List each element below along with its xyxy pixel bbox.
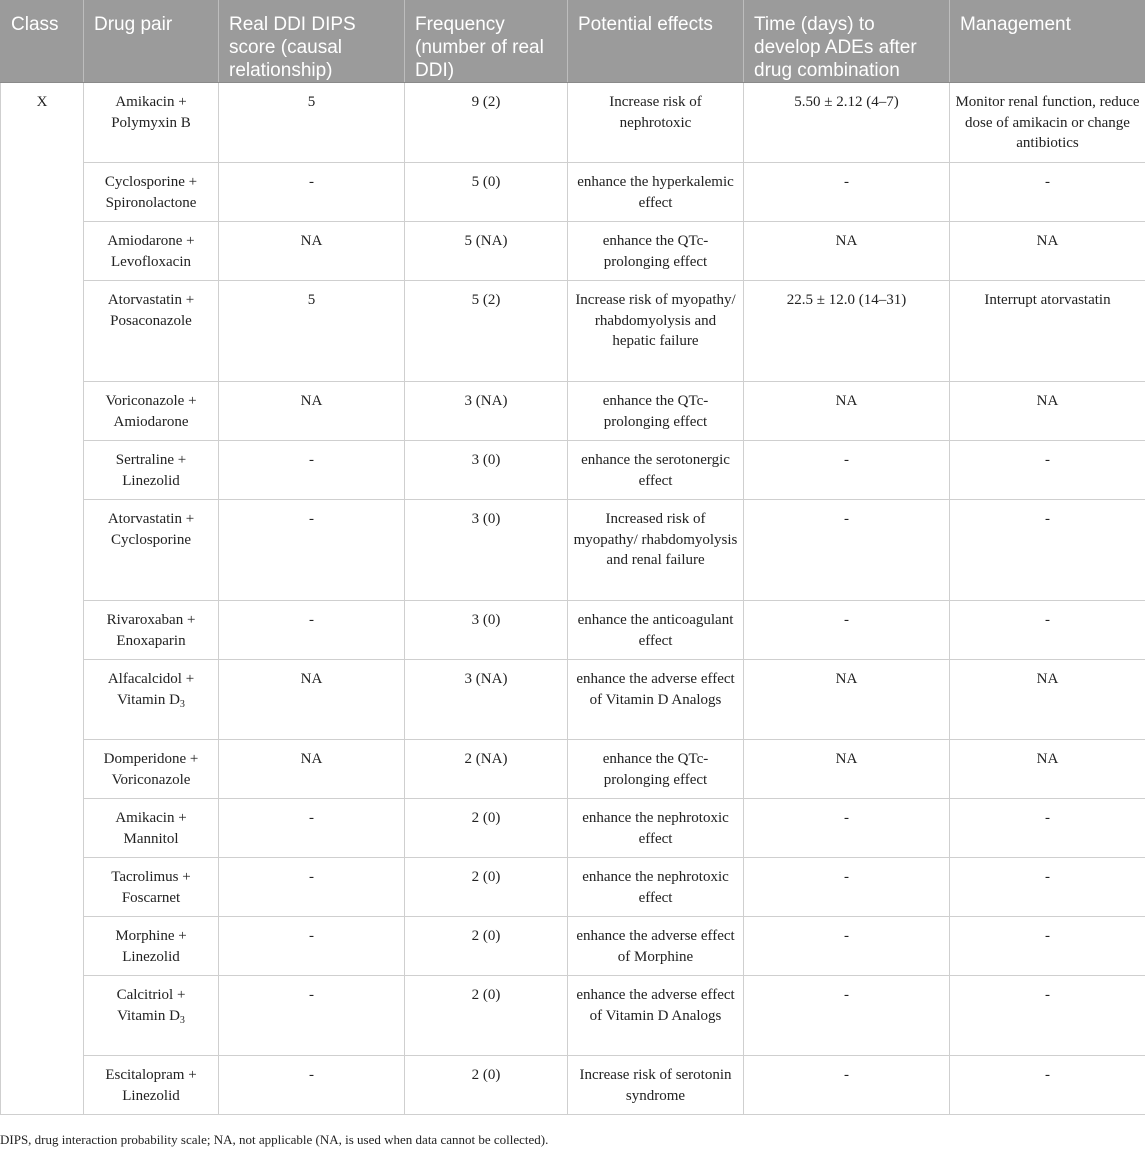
drug-a: Voriconazole +	[105, 393, 197, 409]
dips-score-cell: -	[219, 500, 405, 601]
potential-effect-cell: enhance the adverse effect of Vitamin D Analogs	[568, 976, 744, 1056]
time-to-ade-cell: NA	[744, 740, 950, 799]
frequency-cell: 2 (0)	[405, 1056, 568, 1115]
potential-effect-cell: enhance the adverse effect of Vitamin D Analogs	[568, 660, 744, 740]
dips-score-cell: NA	[219, 660, 405, 740]
management-cell: -	[950, 500, 1145, 601]
time-to-ade-cell: -	[744, 163, 950, 222]
dips-score-cell: -	[219, 976, 405, 1056]
table-row	[1, 441, 1145, 500]
frequency-cell: 3 (NA)	[405, 660, 568, 740]
drug-a: Sertraline +	[115, 452, 187, 468]
header-time-to-ade: Time (days) to develop ADEs after drug combination	[744, 0, 950, 83]
management-cell: NA	[950, 222, 1145, 281]
header-dips-score: Real DDI DIPS score (causal relationship)	[219, 0, 405, 83]
drug-a: Atorvastatin +	[107, 292, 195, 308]
frequency-cell: 3 (NA)	[405, 382, 568, 441]
drug-b: Linezolid	[122, 1087, 180, 1104]
management-cell: -	[950, 1056, 1145, 1115]
drug-b: Vitamin D	[117, 691, 180, 708]
dips-score-cell: -	[219, 441, 405, 500]
drug-b: Mannitol	[123, 830, 179, 847]
drug-a: Cyclosporine +	[104, 174, 198, 190]
potential-effect-cell: enhance the QTc-prolonging effect	[568, 222, 744, 281]
drug-a: Amiodarone +	[107, 233, 195, 249]
table-row	[1, 382, 1145, 441]
drug-b-subscript: 3	[179, 698, 185, 710]
potential-effect-cell: enhance the hyperkalemic effect	[568, 163, 744, 222]
drug-a: Amikacin +	[115, 810, 187, 826]
management-cell: Interrupt atorvastatin	[950, 281, 1145, 382]
drug-a: Tacrolimus +	[111, 869, 191, 885]
frequency-cell: 2 (NA)	[405, 740, 568, 799]
drug-a: Escitalopram +	[105, 1067, 197, 1083]
drug-b: Posaconazole	[110, 312, 192, 329]
frequency-cell: 2 (0)	[405, 917, 568, 976]
frequency-cell: 5 (2)	[405, 281, 568, 382]
management-cell: -	[950, 976, 1145, 1056]
table-header	[1, 0, 1145, 83]
drug-b: Amiodarone	[113, 413, 189, 430]
header-row	[1, 0, 1145, 83]
drug-pair-cell	[84, 917, 219, 976]
table-row	[1, 740, 1145, 799]
header-class: Class	[1, 0, 84, 83]
dips-score-cell: -	[219, 601, 405, 660]
drug-b: Enoxaparin	[116, 632, 186, 649]
frequency-cell: 3 (0)	[405, 500, 568, 601]
dips-score-cell: -	[219, 799, 405, 858]
header-management: Management	[950, 0, 1145, 83]
potential-effect-cell: enhance the QTc-prolonging effect	[568, 382, 744, 441]
table-row	[1, 1056, 1145, 1115]
time-to-ade-cell: -	[744, 976, 950, 1056]
drug-b: Foscarnet	[121, 889, 181, 906]
dips-score-cell: -	[219, 858, 405, 917]
drug-b: Polymyxin B	[111, 114, 191, 131]
drug-b: Levofloxacin	[111, 253, 191, 270]
drug-pair-cell	[84, 222, 219, 281]
drug-pair-cell	[84, 1056, 219, 1115]
drug-pair-cell	[84, 382, 219, 441]
table-row	[1, 799, 1145, 858]
table-row	[1, 917, 1145, 976]
time-to-ade-cell: -	[744, 500, 950, 601]
potential-effect-cell: Increase risk of nephrotoxic	[568, 83, 744, 163]
time-to-ade-cell: -	[744, 858, 950, 917]
management-cell: -	[950, 163, 1145, 222]
header-drug-pair: Drug pair	[84, 0, 219, 83]
table-row	[1, 976, 1145, 1056]
frequency-cell: 5 (NA)	[405, 222, 568, 281]
table-row	[1, 858, 1145, 917]
management-cell: -	[950, 601, 1145, 660]
table-row	[1, 281, 1145, 382]
time-to-ade-cell: NA	[744, 660, 950, 740]
time-to-ade-cell: 5.50 ± 2.12 (4–7)	[744, 83, 950, 163]
drug-a: Amikacin +	[115, 94, 187, 110]
table-row	[1, 222, 1145, 281]
frequency-cell: 2 (0)	[405, 799, 568, 858]
management-cell: NA	[950, 660, 1145, 740]
drug-b: Vitamin D	[117, 1007, 180, 1024]
time-to-ade-cell: -	[744, 441, 950, 500]
drug-b: Cyclosporine	[111, 531, 191, 548]
table-row	[1, 83, 1145, 163]
drug-b: Linezolid	[122, 472, 180, 489]
potential-effect-cell: enhance the anticoagulant effect	[568, 601, 744, 660]
time-to-ade-cell: -	[744, 1056, 950, 1115]
table-row	[1, 500, 1145, 601]
dips-score-cell: NA	[219, 382, 405, 441]
dips-score-cell: 5	[219, 281, 405, 382]
frequency-cell: 2 (0)	[405, 976, 568, 1056]
drug-a: Alfacalcidol +	[107, 671, 195, 687]
drug-pair-cell	[84, 83, 219, 163]
drug-a: Domperidone +	[103, 751, 199, 767]
management-cell: -	[950, 441, 1145, 500]
table-body	[1, 83, 1145, 1115]
time-to-ade-cell: -	[744, 799, 950, 858]
header-potential-effects: Potential effects	[568, 0, 744, 83]
time-to-ade-cell: -	[744, 917, 950, 976]
frequency-cell: 9 (2)	[405, 83, 568, 163]
table-row	[1, 601, 1145, 660]
potential-effect-cell: enhance the nephrotoxic effect	[568, 858, 744, 917]
management-cell: NA	[950, 740, 1145, 799]
drug-a: Rivaroxaban +	[106, 612, 196, 628]
drug-b-subscript: 3	[179, 1014, 185, 1026]
potential-effect-cell: Increase risk of myopathy/ rhabdomyolysis and hepatic failure	[568, 281, 744, 382]
header-frequency: Frequency (number of real DDI)	[405, 0, 568, 83]
management-cell: NA	[950, 382, 1145, 441]
management-cell: -	[950, 858, 1145, 917]
potential-effect-cell: enhance the serotonergic effect	[568, 441, 744, 500]
drug-pair-cell	[84, 740, 219, 799]
drug-pair-cell	[84, 858, 219, 917]
time-to-ade-cell: -	[744, 601, 950, 660]
dips-score-cell: 5	[219, 83, 405, 163]
frequency-cell: 2 (0)	[405, 858, 568, 917]
drug-b: Linezolid	[122, 948, 180, 965]
drug-pair-cell	[84, 660, 219, 740]
drug-pair-cell	[84, 281, 219, 382]
management-cell: -	[950, 917, 1145, 976]
dips-score-cell: NA	[219, 222, 405, 281]
dips-score-cell: -	[219, 163, 405, 222]
dips-score-cell: -	[219, 917, 405, 976]
drug-pair-cell	[84, 601, 219, 660]
drug-pair-cell	[84, 799, 219, 858]
drug-pair-cell	[84, 976, 219, 1056]
frequency-cell: 5 (0)	[405, 163, 568, 222]
dips-score-cell: -	[219, 1056, 405, 1115]
potential-effect-cell: Increase risk of serotonin syndrome	[568, 1056, 744, 1115]
class-cell: X	[1, 83, 84, 1115]
management-cell: -	[950, 799, 1145, 858]
dips-score-cell: NA	[219, 740, 405, 799]
time-to-ade-cell: NA	[744, 222, 950, 281]
drug-pair-cell	[84, 441, 219, 500]
time-to-ade-cell: 22.5 ± 12.0 (14–31)	[744, 281, 950, 382]
frequency-cell: 3 (0)	[405, 601, 568, 660]
potential-effect-cell: enhance the adverse effect of Morphine	[568, 917, 744, 976]
drug-b: Spironolactone	[105, 194, 197, 211]
drug-a: Morphine +	[115, 928, 187, 944]
potential-effect-cell: Increased risk of myopathy/ rhabdomyolysis and renal failure	[568, 500, 744, 601]
management-cell: Monitor renal function, reduce dose of amikacin or change antibiotics	[950, 83, 1145, 163]
potential-effect-cell: enhance the nephrotoxic effect	[568, 799, 744, 858]
drug-pair-cell	[84, 163, 219, 222]
table-footnote: DIPS, drug interaction probability scale; NA, not applicable (NA, is used when data cannot be collected).	[0, 1132, 549, 1147]
table-row	[1, 163, 1145, 222]
time-to-ade-cell: NA	[744, 382, 950, 441]
potential-effect-cell: enhance the QTc-prolonging effect	[568, 740, 744, 799]
drug-a: Atorvastatin +	[107, 511, 195, 527]
drug-pair-cell	[84, 500, 219, 601]
drug-a: Calcitriol +	[116, 987, 186, 1003]
table-row	[1, 660, 1145, 740]
frequency-cell: 3 (0)	[405, 441, 568, 500]
drug-b: Voriconazole	[111, 771, 191, 788]
